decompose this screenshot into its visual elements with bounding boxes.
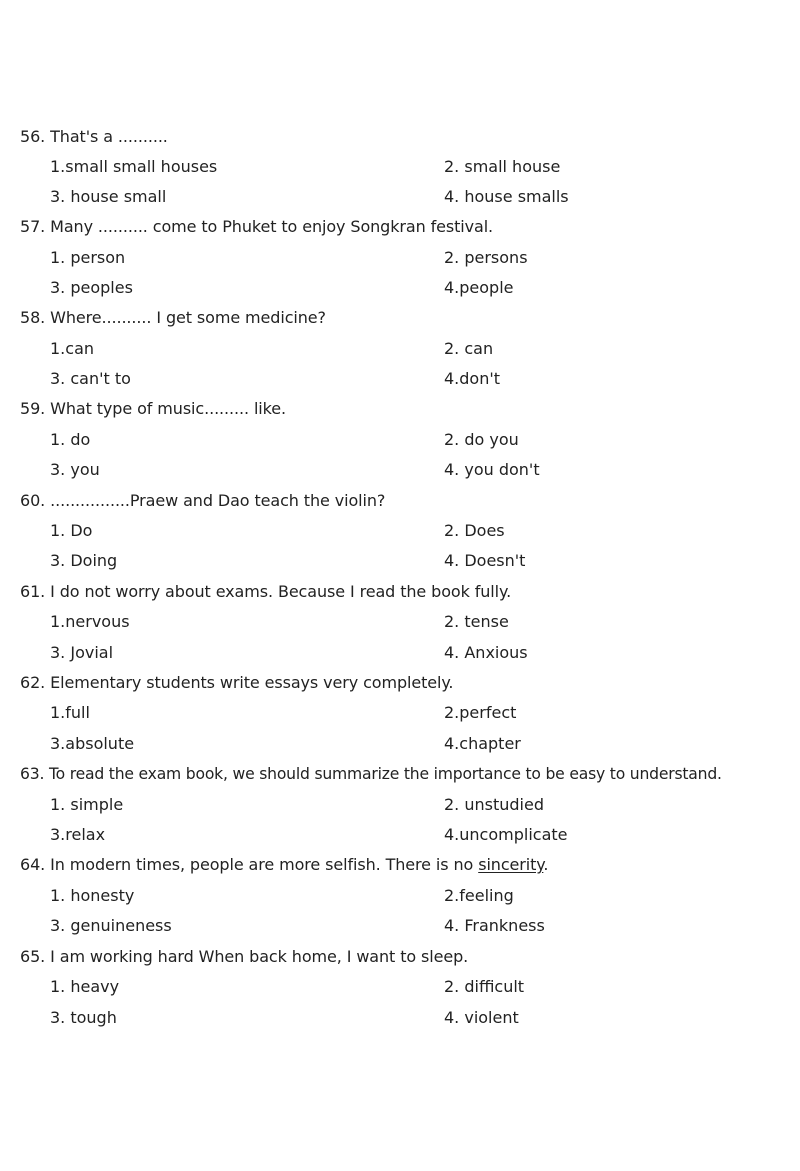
option-63-2: 2. unstudied xyxy=(444,795,544,814)
option-57-2: 2. persons xyxy=(444,248,528,267)
question-62: 62. Elementary students write essays very completely. xyxy=(20,673,454,692)
option-58-4: 4.don't xyxy=(444,369,501,388)
option-64-4: 4. Frankness xyxy=(444,916,545,935)
option-61-1: 1.nervous xyxy=(50,612,130,631)
option-61-2: 2. tense xyxy=(444,612,509,631)
option-56-2: 2. small house xyxy=(444,157,561,176)
option-57-4: 4.people xyxy=(444,278,514,297)
option-60-3: 3. Doing xyxy=(50,551,118,570)
question-64-period: . xyxy=(543,855,549,874)
question-63: 63. To read the exam book, we should summarize the importance to be easy to understand. xyxy=(20,765,722,783)
question-64-text: 64. In modern times, people are more selfish. There is no xyxy=(20,855,479,874)
question-65: 65. I am working hard When back home, I want to sleep. xyxy=(20,947,469,966)
option-63-3: 3.relax xyxy=(50,825,106,844)
option-65-2: 2. difficult xyxy=(444,977,525,996)
option-56-3: 3. house small xyxy=(50,187,167,206)
option-65-4: 4. violent xyxy=(444,1008,519,1027)
question-59: 59. What type of music......... like. xyxy=(20,399,286,418)
option-61-3: 3. Jovial xyxy=(50,643,114,662)
option-62-3: 3.absolute xyxy=(50,734,135,753)
question-56: 56. That's a .......... xyxy=(20,127,168,146)
option-64-3: 3. genuineness xyxy=(50,916,172,935)
option-64-2: 2.feeling xyxy=(444,886,514,905)
question-64 xyxy=(20,850,548,880)
option-57-1: 1. person xyxy=(50,248,126,267)
option-60-2: 2. Does xyxy=(444,521,505,540)
question-58: 58. Where.......... I get some medicine? xyxy=(20,308,326,327)
option-60-1: 1. Do xyxy=(50,521,93,540)
option-61-4: 4. Anxious xyxy=(444,643,528,662)
option-58-2: 2. can xyxy=(444,339,494,358)
option-56-4: 4. house smalls xyxy=(444,187,569,206)
option-60-4: 4. Doesn't xyxy=(444,551,526,570)
option-59-4: 4. you don't xyxy=(444,460,540,479)
option-59-1: 1. do xyxy=(50,430,91,449)
option-58-3: 3. can't to xyxy=(50,369,131,388)
option-56-1: 1.small small houses xyxy=(50,157,218,176)
option-59-2: 2. do you xyxy=(444,430,519,449)
option-65-3: 3. tough xyxy=(50,1008,117,1027)
option-64-1: 1. honesty xyxy=(50,886,135,905)
option-63-1: 1. simple xyxy=(50,795,124,814)
question-64-underlined-word: sincerity xyxy=(478,855,544,874)
option-58-1: 1.can xyxy=(50,339,95,358)
option-63-4: 4.uncomplicate xyxy=(444,825,568,844)
option-62-4: 4.chapter xyxy=(444,734,521,753)
question-57: 57. Many .......... come to Phuket to enjoy Songkran festival. xyxy=(20,217,494,236)
option-62-1: 1.full xyxy=(50,703,90,722)
question-61: 61. I do not worry about exams. Because I read the book fully. xyxy=(20,582,512,601)
option-57-3: 3. peoples xyxy=(50,278,133,297)
option-62-2: 2.perfect xyxy=(444,703,517,722)
option-65-1: 1. heavy xyxy=(50,977,120,996)
option-59-3: 3. you xyxy=(50,460,100,479)
question-60: 60. ................Praew and Dao teach the violin? xyxy=(20,491,386,510)
